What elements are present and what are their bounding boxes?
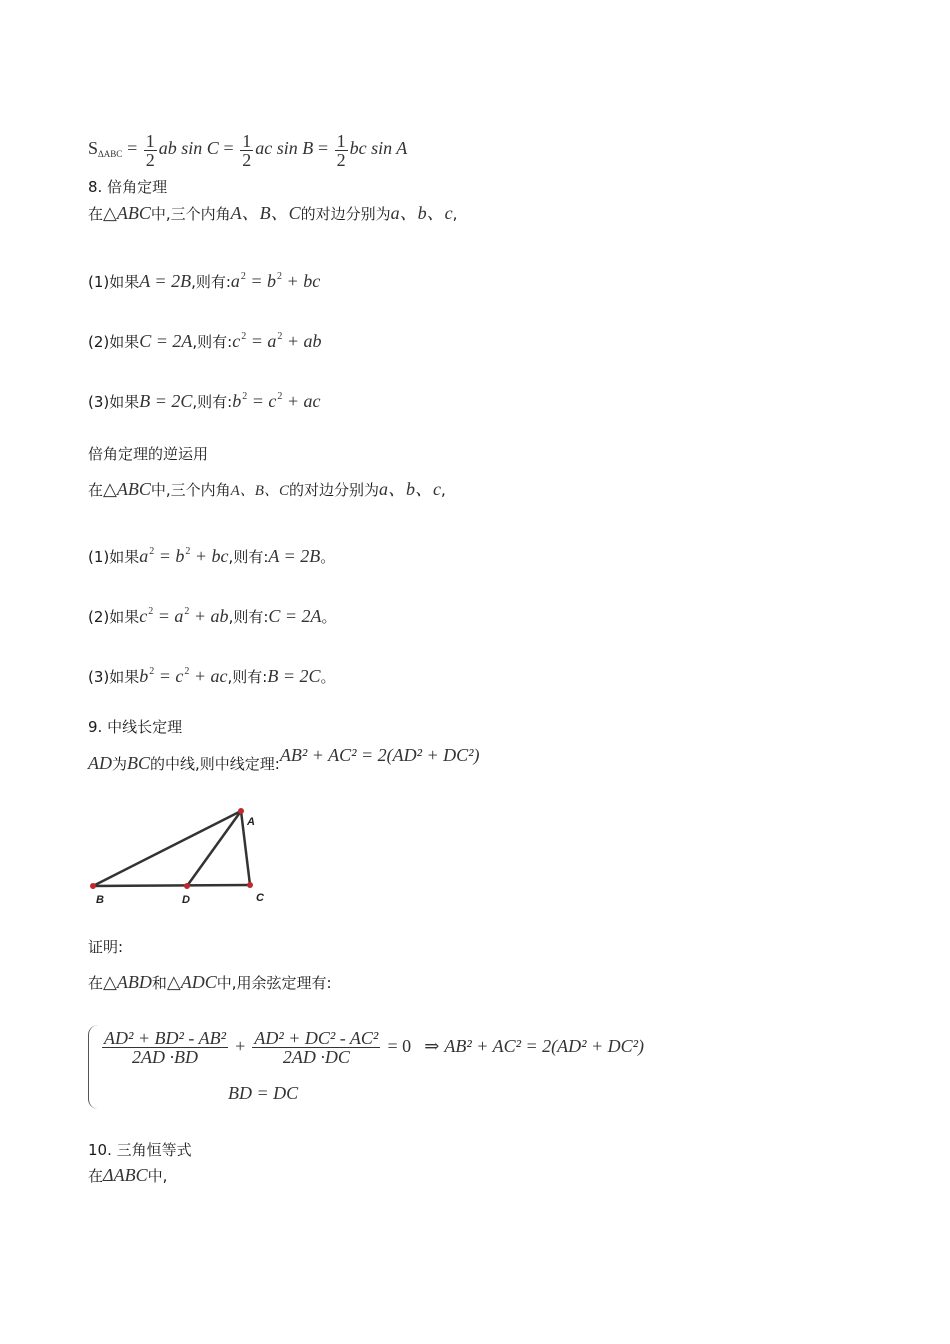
label-d: D bbox=[182, 894, 190, 906]
sec8-item-2: (2)如果C = 2A,则有$:c^2 = a^2$ + ab bbox=[88, 331, 322, 351]
median-triangle-figure bbox=[84, 800, 274, 910]
sec8-title: 8. 倍角定理 bbox=[88, 178, 168, 196]
sec8-inverse-title: 倍角定理的逆运用 bbox=[88, 445, 209, 463]
area-term-3: bc sin A bbox=[349, 138, 408, 158]
sec9-title: 9. 中线长定理 bbox=[88, 718, 183, 736]
area-term-1: ab sin C bbox=[158, 138, 219, 158]
label-c: C bbox=[256, 892, 264, 904]
sec8-inverse-item-2: (2)如果$c^2 = a^2$ + ab,则有:C = 2A。 bbox=[88, 606, 337, 626]
proof-label: 证明: bbox=[88, 938, 124, 956]
sec9-statement: AD为BC的中线,则中线定理:AB² + AC² = 2(AD² + DC²) bbox=[88, 745, 480, 773]
proof-formula-block bbox=[88, 1025, 708, 1113]
sec10-title: 10. 三角恒等式 bbox=[88, 1141, 192, 1159]
sec8-item-1: (1)如果A = 2B,则有$:a^2 = b^2$ + bc bbox=[88, 271, 321, 291]
area-term-2: ac sin B bbox=[255, 138, 314, 158]
point-d bbox=[184, 883, 190, 889]
point-a bbox=[238, 808, 244, 814]
area-sub: ΔABC bbox=[98, 149, 123, 159]
frac-half-2: $\frac{1}{2}$ bbox=[242, 130, 252, 170]
proof-equation: $\frac{\text{AD² + BD² - AB²}}{2AD \cdot BD}$ + $\frac{\text{AD² + DC² - AC²}}{2AD \cdot DC}$ = 0 ⇒ AB² + AC² = 2(AD² + DC²) bbox=[104, 1028, 645, 1067]
frac-abd: $\frac{\text{AD² + BD² - AB²}}{2AD \cdot BD}$ bbox=[104, 1028, 226, 1067]
median-ad bbox=[187, 811, 241, 886]
sec8-inverse-intro: 在△ABC中,三个内角A、B、C的对边分别为a、b、c, bbox=[88, 479, 446, 499]
sec10-intro: 在ΔABC中, bbox=[88, 1165, 168, 1185]
proof-conclusion: AB² + AC² = 2(AD² + DC²) bbox=[444, 1036, 645, 1056]
side-ab bbox=[93, 811, 241, 886]
area-s: S bbox=[88, 138, 99, 158]
sec8-inverse-item-3: (3)如果$b^2 = c^2$ + ac,则有:B = 2C。 bbox=[88, 666, 336, 686]
point-c bbox=[247, 882, 253, 888]
point-b bbox=[90, 883, 96, 889]
sec8-inverse-item-1: (1)如果$a^2 = b^2$ + bc,则有:A = 2B。 bbox=[88, 546, 336, 566]
sec9-formula: AB² + AC² = 2(AD² + DC²) bbox=[279, 745, 480, 765]
sec8-intro: 在△ABC中,三个内角A、B、C的对边分别为a、b、c, bbox=[88, 203, 458, 223]
bd-equals-dc: BD = DC bbox=[228, 1083, 299, 1103]
area-formula: $S_{\Delta ABC}$ = $\frac{1}{2}$ ab sin C = $\frac{1}{2}$ ac sin B = $\frac{1}{2}$ bc sin A bbox=[88, 130, 408, 170]
side-bc bbox=[93, 885, 250, 886]
label-a: A bbox=[247, 816, 255, 828]
frac-half-3: $\frac{1}{2}$ bbox=[336, 130, 346, 170]
frac-adc: $\frac{\text{AD² + DC² - AC²}}{2AD \cdot DC}$ bbox=[254, 1028, 379, 1067]
proof-intro: 在△ABD和△ADC中,用余弦定理有: bbox=[88, 972, 332, 992]
frac-half-1: $\frac{1}{2}$ bbox=[145, 130, 155, 170]
sec8-item-3: (3)如果B = 2C,则有$:b^2 = c^2$ + ac bbox=[88, 391, 321, 411]
label-b: B bbox=[96, 894, 104, 906]
